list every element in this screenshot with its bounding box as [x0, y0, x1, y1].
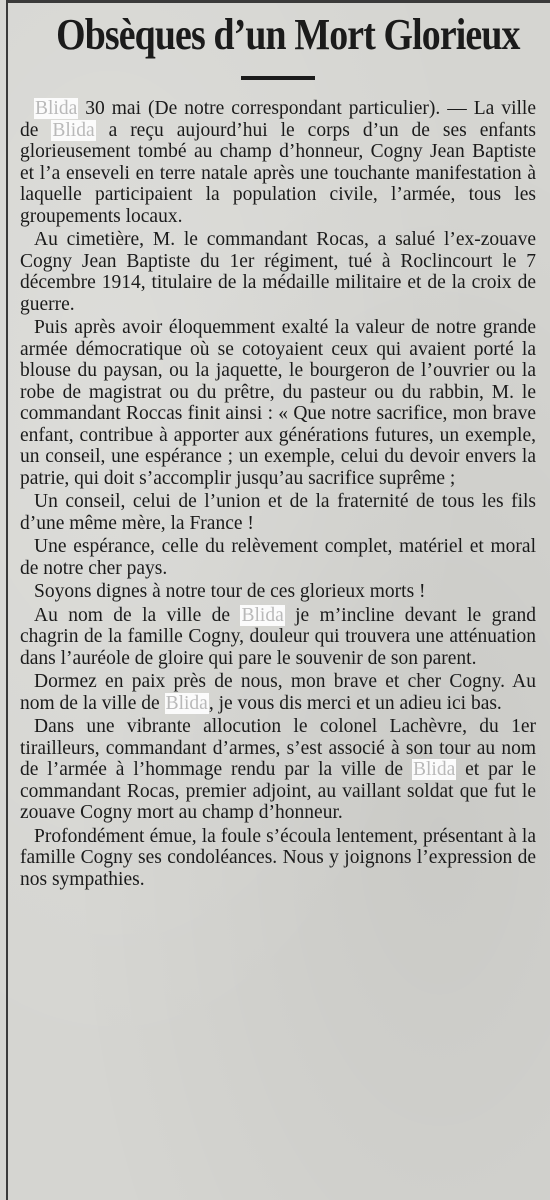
paragraph-text: 30 mai (De notre correspondant particulier). — La ville de: [20, 98, 536, 141]
redacted-place-name: Blida: [35, 98, 78, 119]
article-paragraph: [20, 536, 536, 579]
paragraph-text: Soyons dignes à notre tour de ces glorieux morts !: [34, 581, 426, 602]
paragraph-text: , je vous dis merci et un adieu ici bas.: [208, 692, 502, 714]
article-paragraph: [20, 229, 536, 315]
headline-separator: [241, 76, 315, 80]
redacted-place-name: Blida: [52, 119, 95, 141]
article-headline: Obsèques d’un Mort Glorieux: [56, 10, 520, 59]
paragraph-text: a reçu aujourd’hui le corps d’un de ses enfants glorieusement tombé au champ d’honneur, Cogny Jean Baptiste et l’a enseveli en terre natale après une touchante manifestation à laquelle participaient la population civile, l’armée, tous les groupements locaux.: [20, 119, 537, 227]
paragraph-text: Puis après avoir éloquemment exalté la valeur de notre grande armée démocratique où se cotoyaient ceux qui avaient porté la blouse du paysan, ou la jaquette, le bourgeron de l’ouvrier ou la robe de magistrat ou du prêtre, du pasteur ou du rabbin, M. le commandant Roccas finit ainsi : « Que notre sacrifice, mon brave enfant, contribue à apporter aux générations futures, un exemple, un conseil, une espérance ; un exemple, celui du devoir envers la patrie, qui doit s’accomplir jusqu’au sacrifice suprême ;: [20, 317, 536, 489]
redacted-place-name: Blida: [165, 692, 208, 714]
paragraph-text: Un conseil, celui de l’union et de la fraternité de tous les fils d’une même mère, la France !: [20, 491, 536, 534]
paragraph-text: Au cimetière, M. le commandant Rocas, a salué l’ex-zouave Cogny Jean Baptiste du 1er régiment, tué à Roclincourt le 7 décembre 1914, titulaire de la médaille militaire et de la croix de guerre.: [20, 229, 536, 315]
paragraph-text: Au nom de la ville de: [34, 604, 241, 626]
article-body: [20, 98, 536, 890]
paragraph-text: Profondément émue, la foule s’écoula lentement, présentant à la famille Cogny ses condoléances. Nous y joignons l’expression de nos sympathies.: [20, 825, 536, 890]
article-paragraph: [20, 716, 536, 824]
paragraph-text: Dormez en paix près de nous, mon brave et cher Cogny. Au nom de la ville de: [20, 671, 536, 714]
column-rule-left: [6, 0, 8, 1200]
redacted-place-name: Blida: [412, 759, 456, 780]
article-paragraph: [20, 826, 536, 891]
article-paragraph: [20, 605, 536, 670]
paragraph-text: Dans une vibrante allocution le colonel Lachèvre, du 1er tirailleurs, commandant d’armes, s’est associé à son tour au nom de l’armée à l’hommage rendu par la ville de: [20, 716, 536, 780]
paragraph-text: je m’incline devant le grand chagrin de la famille Cogny, douleur qui trouvera une atténuation dans l’auréole de gloire qui pare le souvenir de son parent.: [20, 604, 537, 669]
article-paragraph: [20, 581, 536, 603]
article-paragraph: [20, 671, 536, 714]
article-paragraph: [20, 317, 536, 489]
redacted-place-name: Blida: [241, 604, 284, 626]
article-paragraph: [20, 98, 536, 227]
article-paragraph: [20, 491, 536, 534]
paragraph-text: et par le commandant Rocas, premier adjoint, au vaillant soldat que fut le zouave Cogny mort au champ d’honneur.: [20, 759, 536, 823]
paragraph-text: Une espérance, celle du relèvement complet, matériel et moral de notre cher pays.: [20, 536, 536, 579]
